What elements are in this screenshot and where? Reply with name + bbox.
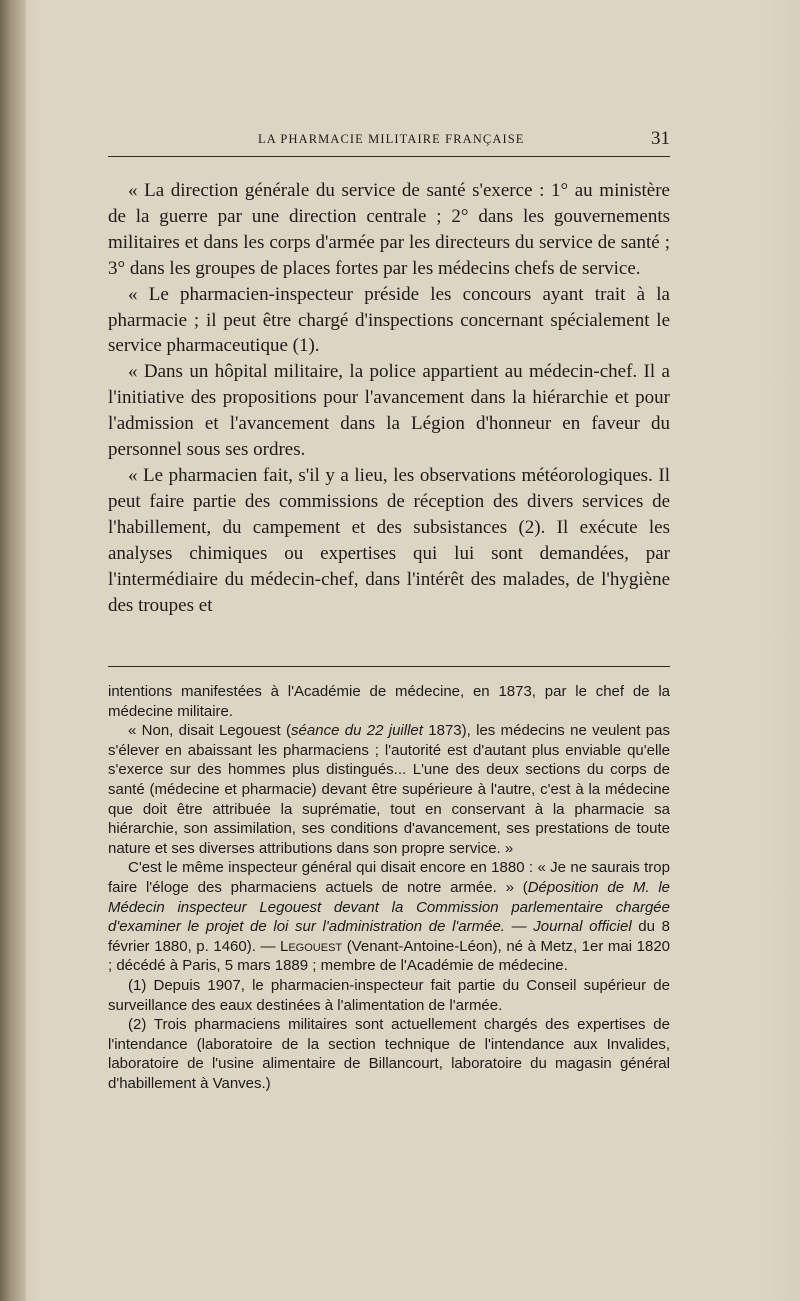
quote-text: 1873), les médecins ne veulent pas s'élever en abaissant les pharmaciens ; l'autorité est d'autant plus enviable qu'elle s'exerce sur des hommes plus distingués... L'une des deux sections du corps de santé (médecine et pharmacie) devant être supérieure à l'autre, c'est à la médecine que doit être attribuée la suprématie, tout en conservant à la pharmacie sa hiérarchie, son assimilation, ses conditions d'avancement, ses prestations de toute nature et ses diverses attributions dans son propre service. »: [108, 722, 670, 857]
footnote-second-quote: [108, 858, 670, 976]
body-paragraph: « Dans un hôpital militaire, la police appartient au médecin-chef. Il a l'initiative des propositions pour l'avancement dans la hiérarchie et pour l'admission et l'avancement dans la Légion d'honneur en faveur du personnel sous ses ordres.: [108, 361, 670, 461]
footnote-legouest-quote: [108, 721, 670, 858]
quote-italic: séance du 22 juillet: [291, 722, 423, 740]
page-number: 31: [651, 128, 670, 149]
page-header: [108, 128, 670, 152]
body-paragraph: « La direction générale du service de santé s'exerce : 1° au ministère de la guerre par une direction centrale ; 2° dans les gouvernements militaires et dans les corps d'armée par les directeurs du service de santé ; 3° dans les groupes de places fortes par les médecins chefs de service.: [108, 180, 670, 279]
header-rule: [108, 156, 670, 157]
quote-text: « Non, disait Legouest (: [128, 722, 292, 740]
footnote-1: (1) Depuis 1907, le pharmacien-inspecteur fait partie du Conseil supérieur de surveillance des eaux destinées à l'alimentation de l'armée.: [108, 976, 670, 1014]
footnote-2: (2) Trois pharmaciens militaires sont actuellement chargés des expertises de l'intendance (laboratoire de la section technique de l'intendance aux Invalides, laboratoire de l'usine alimentaire de Billancourt, laboratoire du magasin général d'habillement à Vanves.): [108, 1016, 670, 1092]
quote-italic: Déposition de M. le Médecin inspecteur Legouest devant la Commission parlementaire chargée d'examiner le projet de loi sur l'administration de l'armée. — Journal officiel: [108, 878, 670, 936]
book-spine-shadow: [0, 0, 26, 1301]
author-name: Legouest: [280, 937, 343, 955]
quote-text: C'est le même inspecteur général qui disait encore en 1880 : « Je ne saurais trop faire l'éloge des pharmaciens actuels de notre armée. » (: [108, 859, 670, 896]
footnote-rule: [108, 666, 670, 667]
main-text: [108, 178, 670, 618]
body-paragraph: « Le pharmacien fait, s'il y a lieu, les observations météorologiques. Il peut faire partie des commissions de réception des divers services de l'habillement, du campement et des subsistances (2). Il exécute les analyses chimiques ou expertises qui lui sont demandées, par l'intermédiaire du médecin-chef, dans l'intérêt des malades, de l'hygiène des troupes et: [108, 464, 670, 616]
footnote-continuation: intentions manifestées à l'Académie de médecine, en 1873, par le chef de la médecine militaire.: [108, 683, 670, 720]
running-head: LA PHARMACIE MILITAIRE FRANÇAISE: [258, 132, 525, 146]
body-paragraph: « Le pharmacien-inspecteur préside les concours ayant trait à la pharmacie ; il peut être chargé d'inspections concernant spécialement le service pharmaceutique (1).: [108, 283, 670, 357]
quote-text: du 8 février 1880, p. 1460). —: [108, 918, 670, 955]
footnotes: [108, 682, 670, 1093]
quote-text: (Venant-Antoine-Léon), né à Metz, 1er mai 1820 ; décédé à Paris, 5 mars 1889 ; membre de l'Académie de médecine.: [108, 937, 670, 975]
